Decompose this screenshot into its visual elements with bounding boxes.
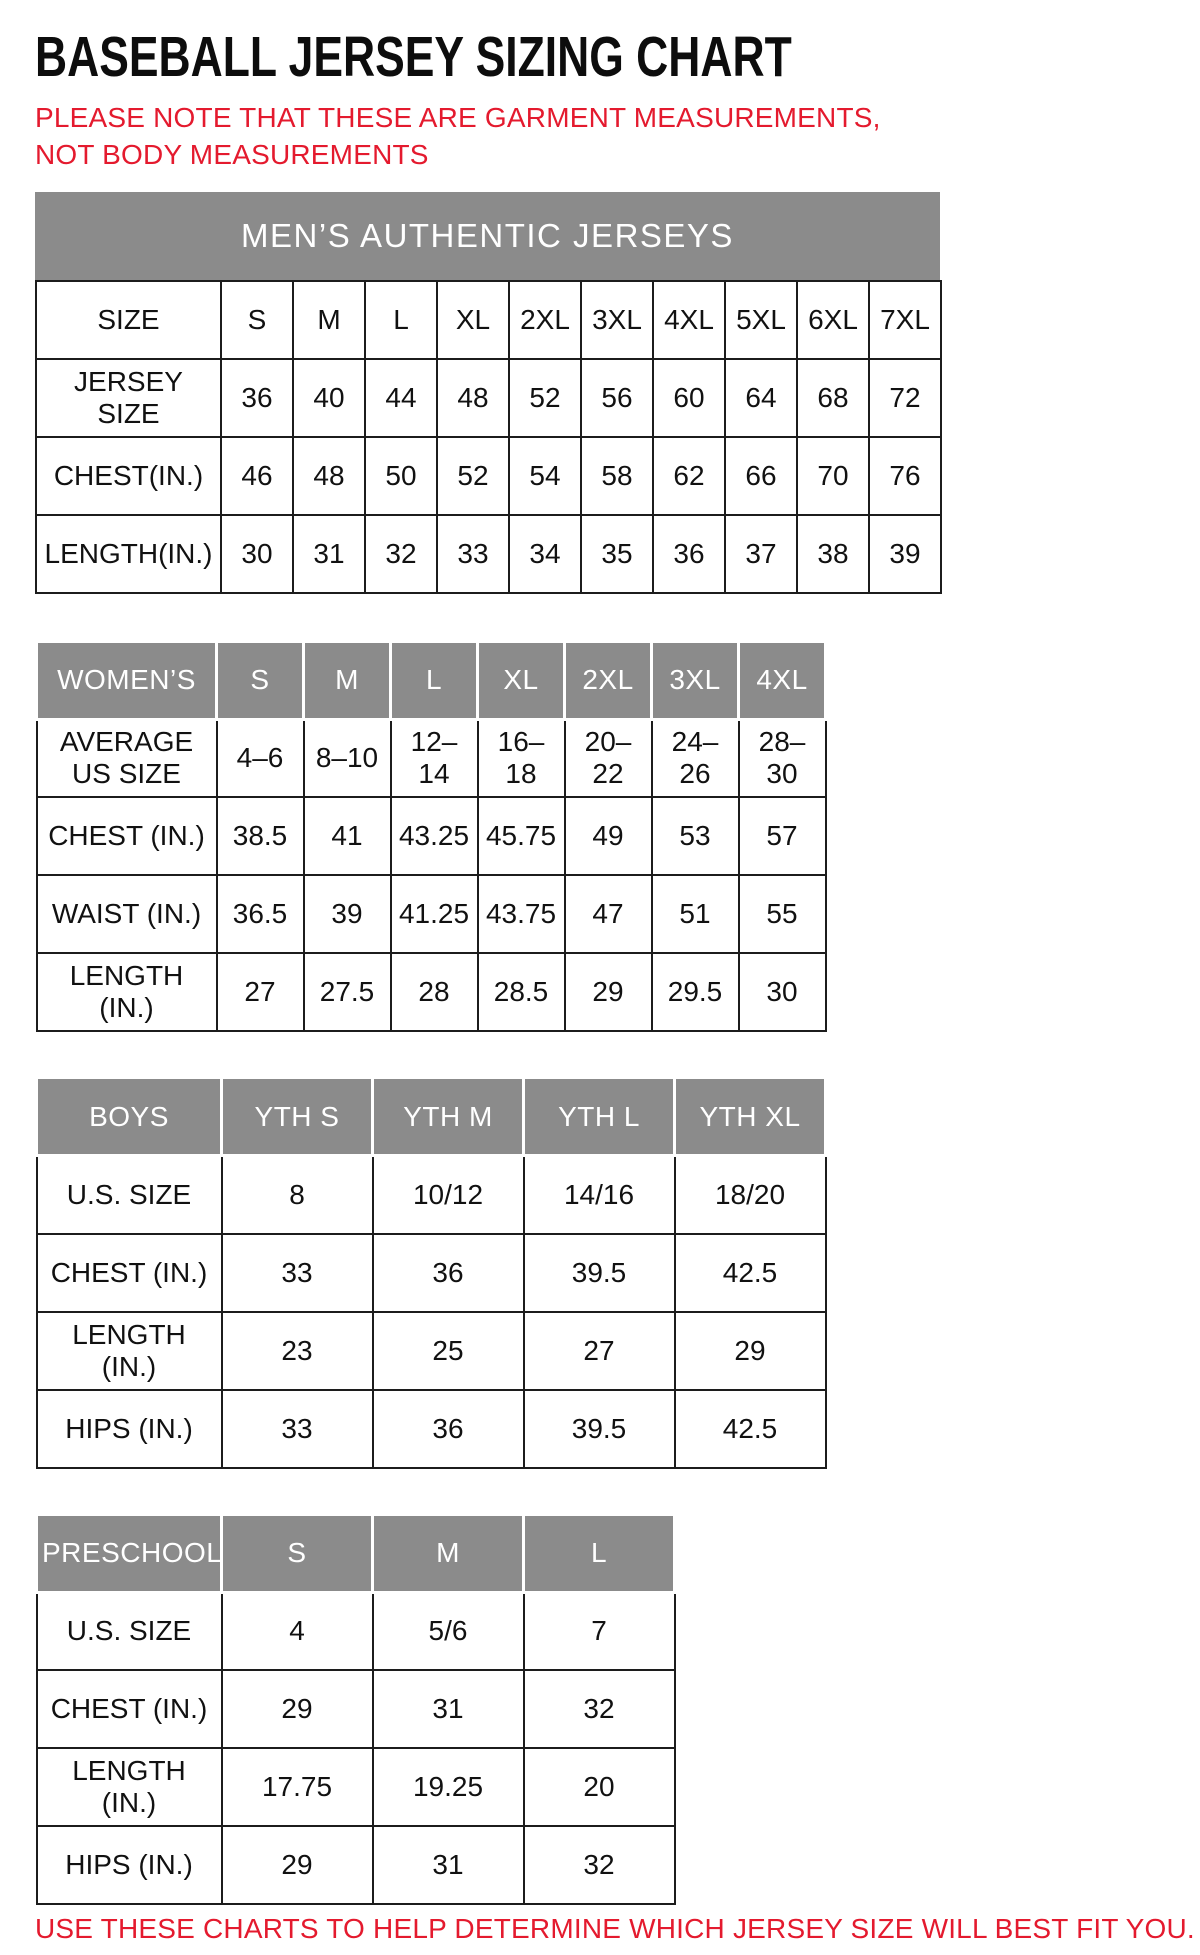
value-cell: 36 bbox=[221, 359, 293, 437]
value-cell: 70 bbox=[797, 437, 869, 515]
value-cell: 60 bbox=[653, 359, 725, 437]
mens-table-title-band: MEN’S AUTHENTIC JERSEYS bbox=[35, 192, 940, 280]
value-cell: 5/6 bbox=[373, 1592, 524, 1670]
row-label-cell: WAIST (IN.) bbox=[37, 875, 217, 953]
value-cell: 27.5 bbox=[304, 953, 391, 1031]
table-row bbox=[37, 953, 826, 1031]
table-title-cell: WOMEN’S bbox=[37, 641, 217, 719]
table-row bbox=[37, 1312, 826, 1390]
value-cell: 66 bbox=[725, 437, 797, 515]
value-cell: 30 bbox=[739, 953, 826, 1031]
value-cell: 40 bbox=[293, 359, 365, 437]
value-cell: 28.5 bbox=[478, 953, 565, 1031]
value-cell: 53 bbox=[652, 797, 739, 875]
size-header-cell: YTH S bbox=[222, 1078, 373, 1156]
table-row bbox=[36, 281, 941, 359]
value-cell: 8–10 bbox=[304, 719, 391, 797]
value-cell: 32 bbox=[524, 1826, 675, 1904]
size-header-cell: 4XL bbox=[739, 641, 826, 719]
value-cell: 29 bbox=[565, 953, 652, 1031]
size-header-cell: L bbox=[524, 1514, 675, 1592]
value-cell: 41 bbox=[304, 797, 391, 875]
value-cell: 36.5 bbox=[217, 875, 304, 953]
value-cell: 3XL bbox=[581, 281, 653, 359]
table-title-cell: PRESCHOOL bbox=[37, 1514, 222, 1592]
row-label-cell: CHEST(IN.) bbox=[36, 437, 221, 515]
value-cell: 25 bbox=[373, 1312, 524, 1390]
table-row bbox=[37, 1234, 826, 1312]
value-cell: XL bbox=[437, 281, 509, 359]
value-cell: 28–30 bbox=[739, 719, 826, 797]
value-cell: 55 bbox=[739, 875, 826, 953]
value-cell: 64 bbox=[725, 359, 797, 437]
value-cell: 38.5 bbox=[217, 797, 304, 875]
row-label-cell: CHEST (IN.) bbox=[37, 1670, 222, 1748]
value-cell: 29 bbox=[222, 1670, 373, 1748]
row-label-cell: JERSEY SIZE bbox=[36, 359, 221, 437]
value-cell: 7 bbox=[524, 1592, 675, 1670]
footer-text: USE THESE CHARTS TO HELP DETERMINE WHICH JERSEY SIZE WILL BEST FIT YOU. bbox=[35, 1913, 1195, 1945]
table-title-cell: BOYS bbox=[37, 1078, 222, 1156]
table-row bbox=[37, 1826, 675, 1904]
value-cell: 42.5 bbox=[675, 1234, 826, 1312]
size-header-cell: YTH XL bbox=[675, 1078, 826, 1156]
size-header-cell: L bbox=[391, 641, 478, 719]
mens-sizing-table bbox=[35, 280, 942, 594]
value-cell: 10/12 bbox=[373, 1156, 524, 1234]
size-header-cell: M bbox=[304, 641, 391, 719]
size-header-cell: YTH L bbox=[524, 1078, 675, 1156]
value-cell: 42.5 bbox=[675, 1390, 826, 1468]
table-row bbox=[37, 1670, 675, 1748]
value-cell: 51 bbox=[652, 875, 739, 953]
value-cell: 29.5 bbox=[652, 953, 739, 1031]
value-cell: L bbox=[365, 281, 437, 359]
value-cell: 29 bbox=[222, 1826, 373, 1904]
value-cell: 27 bbox=[217, 953, 304, 1031]
value-cell: 31 bbox=[293, 515, 365, 593]
row-label-cell: U.S. SIZE bbox=[37, 1156, 222, 1234]
value-cell: 14/16 bbox=[524, 1156, 675, 1234]
value-cell: 54 bbox=[509, 437, 581, 515]
sizing-chart-page bbox=[35, 25, 1195, 1945]
value-cell: 27 bbox=[524, 1312, 675, 1390]
value-cell: 30 bbox=[221, 515, 293, 593]
value-cell: 20 bbox=[524, 1748, 675, 1826]
size-header-cell: M bbox=[373, 1514, 524, 1592]
value-cell: 35 bbox=[581, 515, 653, 593]
value-cell: 33 bbox=[437, 515, 509, 593]
row-label-cell: U.S. SIZE bbox=[37, 1592, 222, 1670]
row-label-cell: SIZE bbox=[36, 281, 221, 359]
boys-sizing-table bbox=[35, 1076, 827, 1469]
value-cell: 18/20 bbox=[675, 1156, 826, 1234]
value-cell: 62 bbox=[653, 437, 725, 515]
header-row bbox=[37, 1078, 826, 1156]
value-cell: 12–14 bbox=[391, 719, 478, 797]
value-cell: 52 bbox=[509, 359, 581, 437]
value-cell: 45.75 bbox=[478, 797, 565, 875]
value-cell: 29 bbox=[675, 1312, 826, 1390]
page-title: BASEBALL JERSEY SIZING CHART bbox=[35, 25, 792, 89]
value-cell: 56 bbox=[581, 359, 653, 437]
value-cell: 39 bbox=[304, 875, 391, 953]
womens-sizing-table bbox=[35, 640, 827, 1033]
value-cell: 37 bbox=[725, 515, 797, 593]
value-cell: 33 bbox=[222, 1390, 373, 1468]
value-cell: 47 bbox=[565, 875, 652, 953]
row-label-cell: CHEST (IN.) bbox=[37, 797, 217, 875]
value-cell: 39 bbox=[869, 515, 941, 593]
value-cell: 50 bbox=[365, 437, 437, 515]
value-cell: 68 bbox=[797, 359, 869, 437]
value-cell: 20–22 bbox=[565, 719, 652, 797]
value-cell: 4XL bbox=[653, 281, 725, 359]
value-cell: 43.25 bbox=[391, 797, 478, 875]
row-label-cell: LENGTH (IN.) bbox=[37, 953, 217, 1031]
value-cell: 8 bbox=[222, 1156, 373, 1234]
value-cell: 46 bbox=[221, 437, 293, 515]
table-row bbox=[36, 437, 941, 515]
table-row bbox=[37, 1592, 675, 1670]
value-cell: 58 bbox=[581, 437, 653, 515]
value-cell: 16–18 bbox=[478, 719, 565, 797]
value-cell: 43.75 bbox=[478, 875, 565, 953]
value-cell: 41.25 bbox=[391, 875, 478, 953]
garment-measurements-note: PLEASE NOTE THAT THESE ARE GARMENT MEASUREMENTS, NOT BODY MEASUREMENTS bbox=[35, 101, 881, 171]
value-cell: 38 bbox=[797, 515, 869, 593]
table-row bbox=[37, 719, 826, 797]
value-cell: 52 bbox=[437, 437, 509, 515]
value-cell: 24–26 bbox=[652, 719, 739, 797]
header-row bbox=[37, 641, 826, 719]
value-cell: 36 bbox=[373, 1390, 524, 1468]
preschool-sizing-table bbox=[35, 1513, 676, 1906]
value-cell: 36 bbox=[373, 1234, 524, 1312]
value-cell: 28 bbox=[391, 953, 478, 1031]
value-cell: 17.75 bbox=[222, 1748, 373, 1826]
table-row bbox=[36, 515, 941, 593]
value-cell: 39.5 bbox=[524, 1234, 675, 1312]
value-cell: 72 bbox=[869, 359, 941, 437]
table-row bbox=[37, 1156, 826, 1234]
table-row bbox=[36, 359, 941, 437]
value-cell: 36 bbox=[653, 515, 725, 593]
size-header-cell: S bbox=[217, 641, 304, 719]
row-label-cell: AVERAGE US SIZE bbox=[37, 719, 217, 797]
value-cell: 49 bbox=[565, 797, 652, 875]
value-cell: 6XL bbox=[797, 281, 869, 359]
value-cell: M bbox=[293, 281, 365, 359]
table-row bbox=[37, 1748, 675, 1826]
value-cell: 23 bbox=[222, 1312, 373, 1390]
value-cell: 5XL bbox=[725, 281, 797, 359]
row-label-cell: LENGTH (IN.) bbox=[37, 1748, 222, 1826]
row-label-cell: CHEST (IN.) bbox=[37, 1234, 222, 1312]
size-header-cell: XL bbox=[478, 641, 565, 719]
value-cell: 33 bbox=[222, 1234, 373, 1312]
value-cell: 76 bbox=[869, 437, 941, 515]
size-header-cell: S bbox=[222, 1514, 373, 1592]
header-row bbox=[37, 1514, 675, 1592]
value-cell: 57 bbox=[739, 797, 826, 875]
row-label-cell: HIPS (IN.) bbox=[37, 1390, 222, 1468]
table-row bbox=[37, 797, 826, 875]
table-row bbox=[37, 875, 826, 953]
value-cell: 4–6 bbox=[217, 719, 304, 797]
row-label-cell: HIPS (IN.) bbox=[37, 1826, 222, 1904]
size-header-cell: 2XL bbox=[565, 641, 652, 719]
value-cell: 34 bbox=[509, 515, 581, 593]
value-cell: 4 bbox=[222, 1592, 373, 1670]
value-cell: 31 bbox=[373, 1826, 524, 1904]
value-cell: 32 bbox=[365, 515, 437, 593]
value-cell: 7XL bbox=[869, 281, 941, 359]
value-cell: 2XL bbox=[509, 281, 581, 359]
value-cell: 48 bbox=[437, 359, 509, 437]
table-row bbox=[37, 1390, 826, 1468]
row-label-cell: LENGTH(IN.) bbox=[36, 515, 221, 593]
value-cell: 44 bbox=[365, 359, 437, 437]
value-cell: S bbox=[221, 281, 293, 359]
size-header-cell: 3XL bbox=[652, 641, 739, 719]
value-cell: 48 bbox=[293, 437, 365, 515]
value-cell: 19.25 bbox=[373, 1748, 524, 1826]
value-cell: 31 bbox=[373, 1670, 524, 1748]
value-cell: 39.5 bbox=[524, 1390, 675, 1468]
size-header-cell: YTH M bbox=[373, 1078, 524, 1156]
row-label-cell: LENGTH (IN.) bbox=[37, 1312, 222, 1390]
value-cell: 32 bbox=[524, 1670, 675, 1748]
